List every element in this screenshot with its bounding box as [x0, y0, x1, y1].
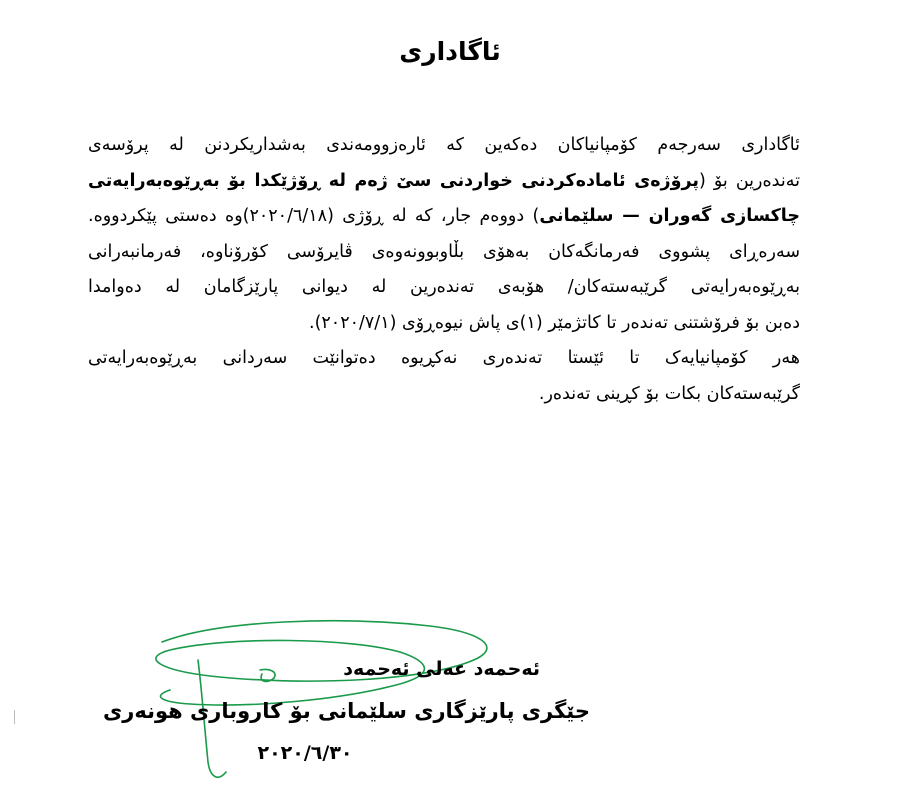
notice-line-4: سەرەڕای پشووی فەرمانگەکان بەهۆی بڵاوبوونەوەی ڤایرۆسی کۆرۆناوە، فەرمانبەرانی: [88, 241, 800, 262]
notice-line-6: دەبن بۆ فرۆشتنی تەندەر تا کاتژمێر (١)ی پاش نیوەڕۆی (٢٠٢٠/٧/١).: [309, 312, 800, 333]
notice-line-7: هەر کۆمپانیایەک تا ئێستا تەندەری نەکڕیوە دەتوانێت سەردانی بەڕێوەبەرایەتی: [88, 348, 800, 368]
notice-line-5: بەڕێوەبەرایەتی گرێبەستەکان/ هۆبەی تەندەرین لە دیوانی پارێزگامان لە دەوامدا: [88, 277, 800, 297]
notice-title: ئاگاداری: [399, 37, 501, 66]
scan-margin-mark: [14, 710, 15, 724]
project-name: پرۆژەی ئامادەکردنی خواردنی سێ ژەم لە ڕۆژێکدا بۆ بەڕێوەبەرایەتی: [88, 170, 699, 191]
notice-line-3-suffix: ) دووەم جار، کە لە ڕۆژی (٢٠٢٠/٦/١٨)وە دەستی پێکردووە.: [88, 206, 540, 226]
signatory-role: جێگری پارێزگاری سلێمانی بۆ کاروباری هونەری: [103, 699, 590, 723]
notice-line-1: ئاگاداری سەرجەم کۆمپانیاکان دەکەین کە ئارەزوومەندی بەشداریکردنن لە پرۆسەی: [88, 135, 800, 155]
notice-line-2-prefix: تەندەرین بۆ (: [698, 170, 800, 191]
signatory-name: ئەحمەد عەلی ئەحمەد: [343, 658, 540, 680]
notice-line-8: گرێبەستەکان بکات بۆ کڕینی تەندەر.: [538, 383, 800, 404]
signature-date: ٢٠٢٠/٦/٣٠: [257, 742, 353, 764]
project-location: چاکسازی گەوران — سلێمانی: [539, 206, 800, 226]
